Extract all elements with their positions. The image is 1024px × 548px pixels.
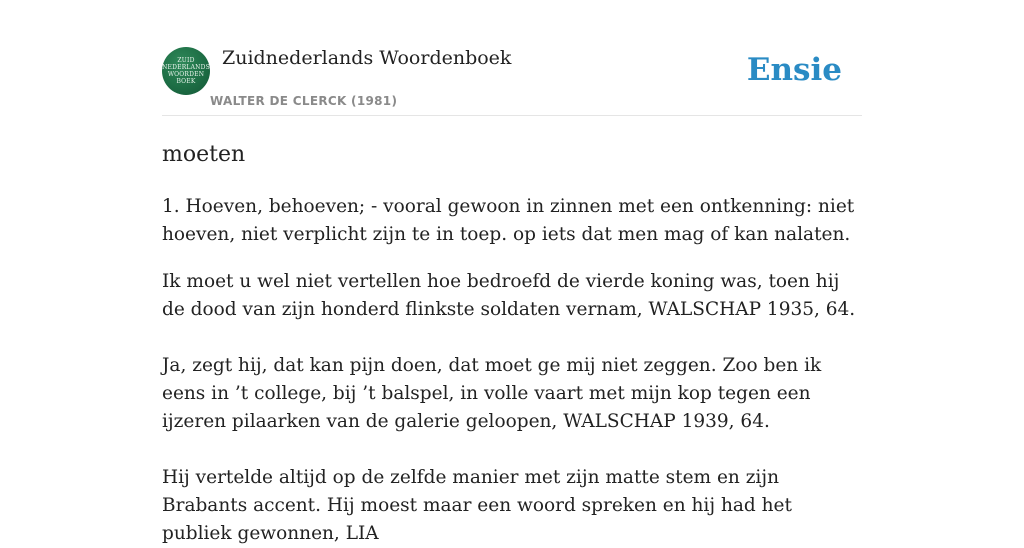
page xyxy=(162,0,862,548)
entry-quote: Ja, zegt hij, dat kan pijn doen, dat moet ge mij niet zeggen. Zoo ben ik eens in ’t college, bij ’t balspel, in volle vaart met mijn kop tegen een ijzeren pilaarken van de galerie geloopen, WALSCHAP 1939, 64. xyxy=(162,355,822,432)
entry-quote: Ik moet u wel niet vertellen hoe bedroefd de vierde koning was, toen hij de dood van zijn honderd flinkste soldaten vernam, WALSCHAP 1935, 64. xyxy=(162,271,856,320)
logo-line: BOEK xyxy=(176,78,196,85)
header xyxy=(162,46,862,116)
logo-line: ZUID xyxy=(177,57,195,64)
dictionary-author: WALTER DE CLERCK (1981) xyxy=(210,94,398,108)
entry-definition: 1. Hoeven, behoeven; - vooral gewoon in zinnen met een ontkenning: niet hoeven, niet verplicht zijn te in toep. op iets dat men mag of kan nalaten. xyxy=(162,196,855,245)
logo-line: WOORDEN xyxy=(167,71,205,78)
dictionary-title[interactable]: Zuidnederlands Woordenboek xyxy=(222,47,512,69)
entry-word: moeten xyxy=(162,142,246,167)
dictionary-logo[interactable] xyxy=(162,47,210,95)
ensie-brand-link[interactable]: Ensie xyxy=(746,52,842,88)
logo-line: NEDERLANDS xyxy=(162,64,210,71)
entry-quote: Hij vertelde altijd op de zelfde manier met zijn matte stem en zijn Brabants accent. Hij moest maar een woord spreken en hij had het publiek gewonnen, LIA xyxy=(162,467,792,544)
